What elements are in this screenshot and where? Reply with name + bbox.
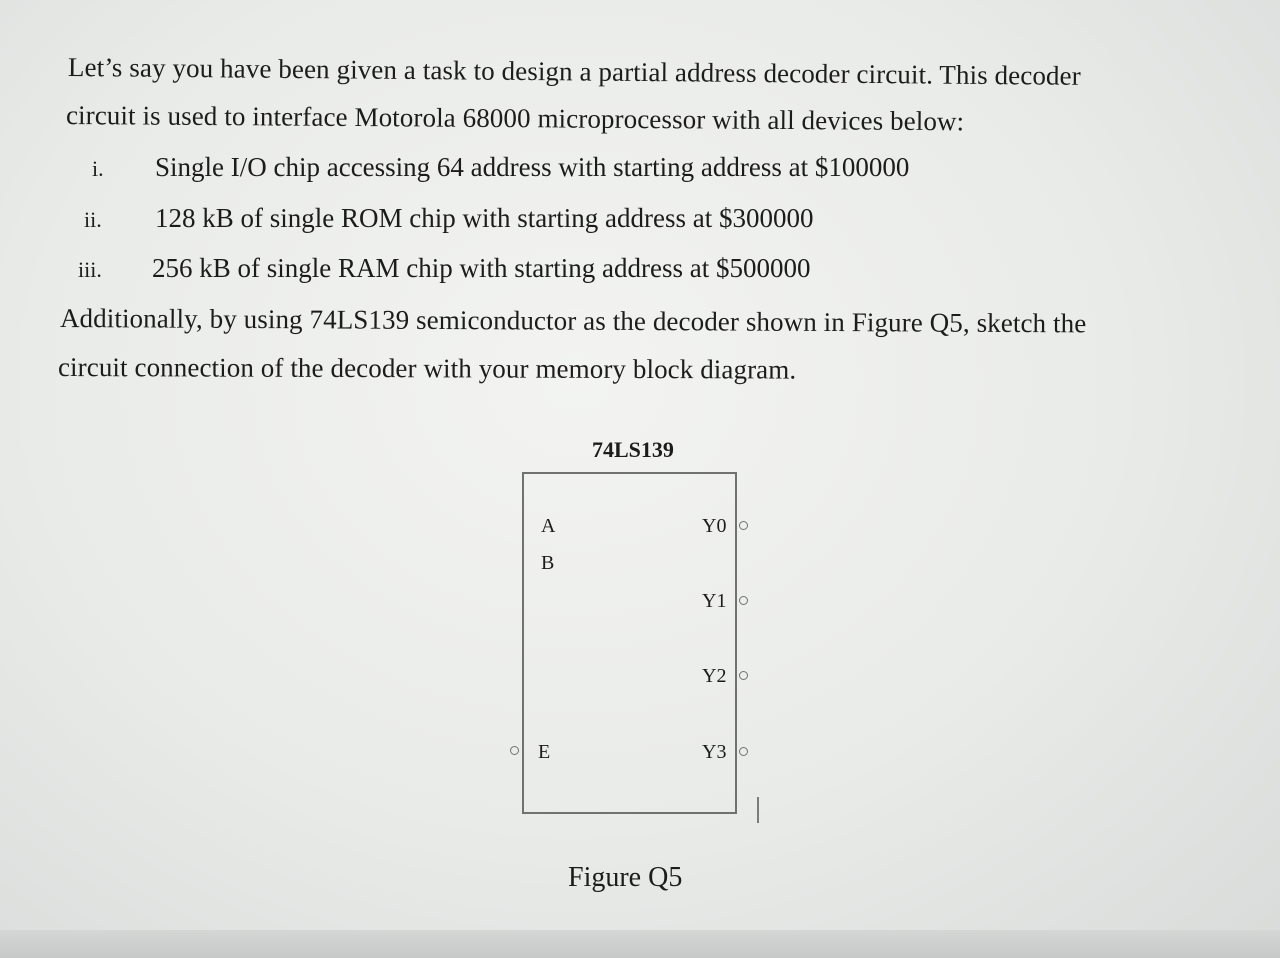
y0-inversion-bubble <box>739 521 748 530</box>
enable-inversion-bubble <box>510 746 519 755</box>
list-item-number: i. <box>92 156 104 181</box>
pin-b-label: B <box>541 552 555 574</box>
closing-line-1: Additionally, by using 74LS139 semiconductor as the decoder shown in Figure Q5, sketch the <box>59 303 1087 339</box>
screen-bottom-edge <box>0 930 1280 958</box>
pin-y0-label: Y0 <box>702 515 727 537</box>
y3-inversion-bubble <box>739 747 748 756</box>
pin-y3-label: Y3 <box>702 741 727 763</box>
pin-y1-label: Y1 <box>702 590 727 612</box>
pin-a-label: A <box>541 515 556 537</box>
chip-name-label: 74LS139 <box>592 437 674 462</box>
list-item-text: 256 kB of single RAM chip with starting address at $500000 <box>152 253 811 283</box>
list-item-text: Single I/O chip accessing 64 address with starting address at $100000 <box>155 152 910 182</box>
list-item-text: 128 kB of single ROM chip with starting address at $300000 <box>155 203 814 233</box>
y2-inversion-bubble <box>739 671 748 680</box>
pin-enable-label: E <box>538 741 551 763</box>
list-item-number: iii. <box>78 257 102 282</box>
intro-line-2: circuit is used to interface Motorola 68000 microprocessor with all devices below: <box>65 100 965 137</box>
closing-line-2: circuit connection of the decoder with your memory block diagram. <box>57 352 797 385</box>
list-item-number: ii. <box>84 207 102 232</box>
pin-y2-label: Y2 <box>702 665 727 687</box>
figure-caption: Figure Q5 <box>568 862 683 893</box>
intro-line-1: Let’s say you have been given a task to design a partial address decoder circuit. This decoder <box>67 52 1081 91</box>
y1-inversion-bubble <box>739 596 748 605</box>
stray-tick-mark <box>757 797 759 823</box>
